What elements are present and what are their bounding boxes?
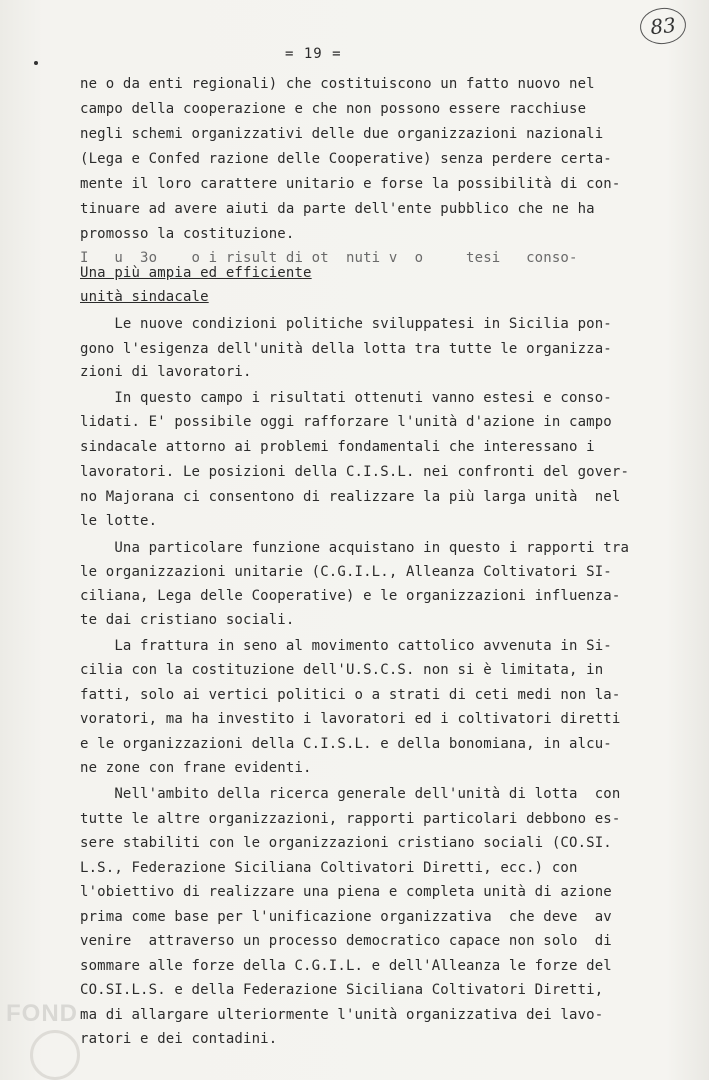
text-line: campo della cooperazione e che non possono essere racchiuse [80,101,587,117]
text-line: ciliana, Lega delle Cooperative) e le organizzazioni influenza- [80,588,621,604]
text-line: ratori e dei contadini. [80,1031,278,1047]
text-line: l'obiettivo di realizzare una piena e completa unità di azione [80,884,612,900]
text-line: sere stabiliti con le organizzazioni cristiano sociali (CO.SI. [80,835,612,851]
text-line: sommare alle forze della C.G.I.L. e dell'Alleanza le forze del [80,958,612,974]
text-line: ne zone con frane evidenti. [80,760,312,776]
text-line: L.S., Federazione Siciliana Coltivatori Diretti, ecc.) con [80,860,578,876]
text-line: Le nuove condizioni politiche sviluppatesi in Sicilia pon- [80,316,612,332]
watermark-logo-icon [30,1030,80,1080]
text-line: lidati. E' possibile oggi rafforzare l'unità d'azione in campo [80,414,612,430]
archive-number-stamp: 83 [638,6,688,47]
text-line: La frattura in seno al movimento cattolico avvenuta in Si- [80,638,612,654]
text-line: ne o da enti regionali) che costituiscono un fatto nuovo nel [80,76,595,92]
struck-text-line: I u 3o o i risult di ot nuti v o tesi conso- [80,250,578,266]
text-line: venire attraverso un processo democratico capace non solo di [80,933,612,949]
text-line: le organizzazioni unitarie (C.G.I.L., Alleanza Coltivatori SI- [80,564,612,580]
text-line: cilia con la costituzione dell'U.S.C.S. non si è limitata, in [80,662,604,678]
text-line: voratori, ma ha investito i lavoratori ed i coltivatori diretti [80,711,621,727]
section-heading-line-1: Una più ampia ed efficiente [80,265,312,281]
text-line: CO.SI.L.S. e della Federazione Siciliana Coltivatori Diretti, [80,982,604,998]
text-line: ma di allargare ulteriormente l'unità organizzativa dei lavo- [80,1007,604,1023]
text-line: (Lega e Confed razione delle Cooperative) senza perdere certa- [80,151,612,167]
text-line: negli schemi organizzativi delle due organizzazioni nazionali [80,126,604,142]
section-heading-line-2: unità sindacale [80,289,209,305]
page-number: = 19 = [285,46,342,62]
text-line: lavoratori. Le posizioni della C.I.S.L. nei confronti del gover- [80,464,630,480]
text-line: tinuare ad avere aiuti da parte dell'ente pubblico che ne ha [80,201,595,217]
text-line: tutte le altre organizzazioni, rapporti particolari debbono es- [80,811,621,827]
text-line: prima come base per l'unificazione organizzativa che deve av [80,909,612,925]
text-line: promosso la costituzione. [80,226,295,242]
text-line: le lotte. [80,513,158,529]
text-line: Una particolare funzione acquistano in questo i rapporti tra [80,540,630,556]
archive-watermark: FOND [6,1000,78,1027]
text-line: gono l'esigenza dell'unità della lotta tra tutte le organizza- [80,341,612,357]
text-line: no Majorana ci consentono di realizzare la più larga unità nel [80,489,621,505]
text-line: zioni di lavoratori. [80,364,252,380]
text-line: te dai cristiano sociali. [80,612,295,628]
text-line: Nell'ambito della ricerca generale dell'unità di lotta con [80,786,621,802]
text-line: In questo campo i risultati ottenuti vanno estesi e conso- [80,390,612,406]
text-line: mente il loro carattere unitario e forse la possibilità di con- [80,176,621,192]
text-line: fatti, solo ai vertici politici o a strati di ceti medi non la- [80,687,621,703]
text-line: e le organizzazioni della C.I.S.L. e della bonomiana, in alcu- [80,736,612,752]
text-line: sindacale attorno ai problemi fondamentali che interessano i [80,439,595,455]
margin-dot [34,61,38,65]
